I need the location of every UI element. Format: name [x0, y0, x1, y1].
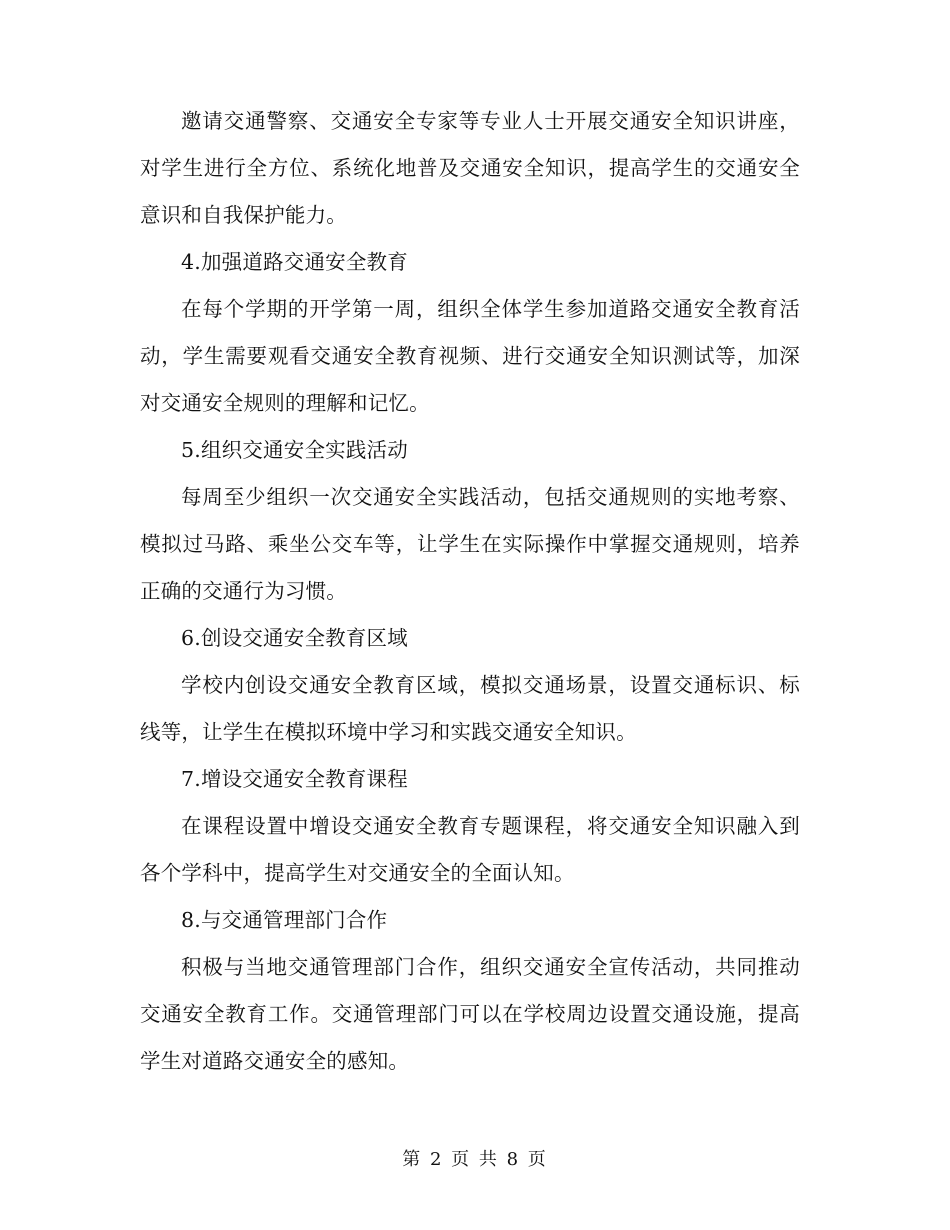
heading-section-7: 7.增设交通安全教育课程 [181, 767, 408, 791]
heading-section-6: 6.创设交通安全教育区域 [181, 626, 408, 650]
page-number-footer: 第 2 页 共 8 页 [402, 1149, 548, 1170]
heading-section-4: 4.加强道路交通安全教育 [181, 250, 408, 274]
document-body [140, 98, 800, 1085]
paragraph-section-6: 学校内创设交通安全教育区域，模拟交通场景，设置交通标识、标线等，让学生在模拟环境中学习和实践交通安全知识。 [140, 673, 800, 744]
heading-section-5: 5.组织交通安全实践活动 [181, 438, 408, 462]
heading-section-8: 8.与交通管理部门合作 [181, 908, 388, 932]
paragraph-lecture: 邀请交通警察、交通安全专家等专业人士开展交通安全知识讲座，对学生进行全方位、系统化地普及交通安全知识，提高学生的交通安全意识和自我保护能力。 [140, 109, 800, 227]
paragraph-section-5: 每周至少组织一次交通安全实践活动，包括交通规则的实地考察、模拟过马路、乘坐公交车等，让学生在实际操作中掌握交通规则，培养正确的交通行为习惯。 [140, 485, 800, 603]
paragraph-section-4: 在每个学期的开学第一周，组织全体学生参加道路交通安全教育活动，学生需要观看交通安全教育视频、进行交通安全知识测试等，加深对交通安全规则的理解和记忆。 [140, 297, 800, 415]
paragraph-section-7: 在课程设置中增设交通安全教育专题课程，将交通安全知识融入到各个学科中，提高学生对交通安全的全面认知。 [140, 814, 800, 885]
paragraph-section-8: 积极与当地交通管理部门合作，组织交通安全宣传活动，共同推动交通安全教育工作。交通管理部门可以在学校周边设置交通设施，提高学生对道路交通安全的感知。 [140, 955, 800, 1073]
